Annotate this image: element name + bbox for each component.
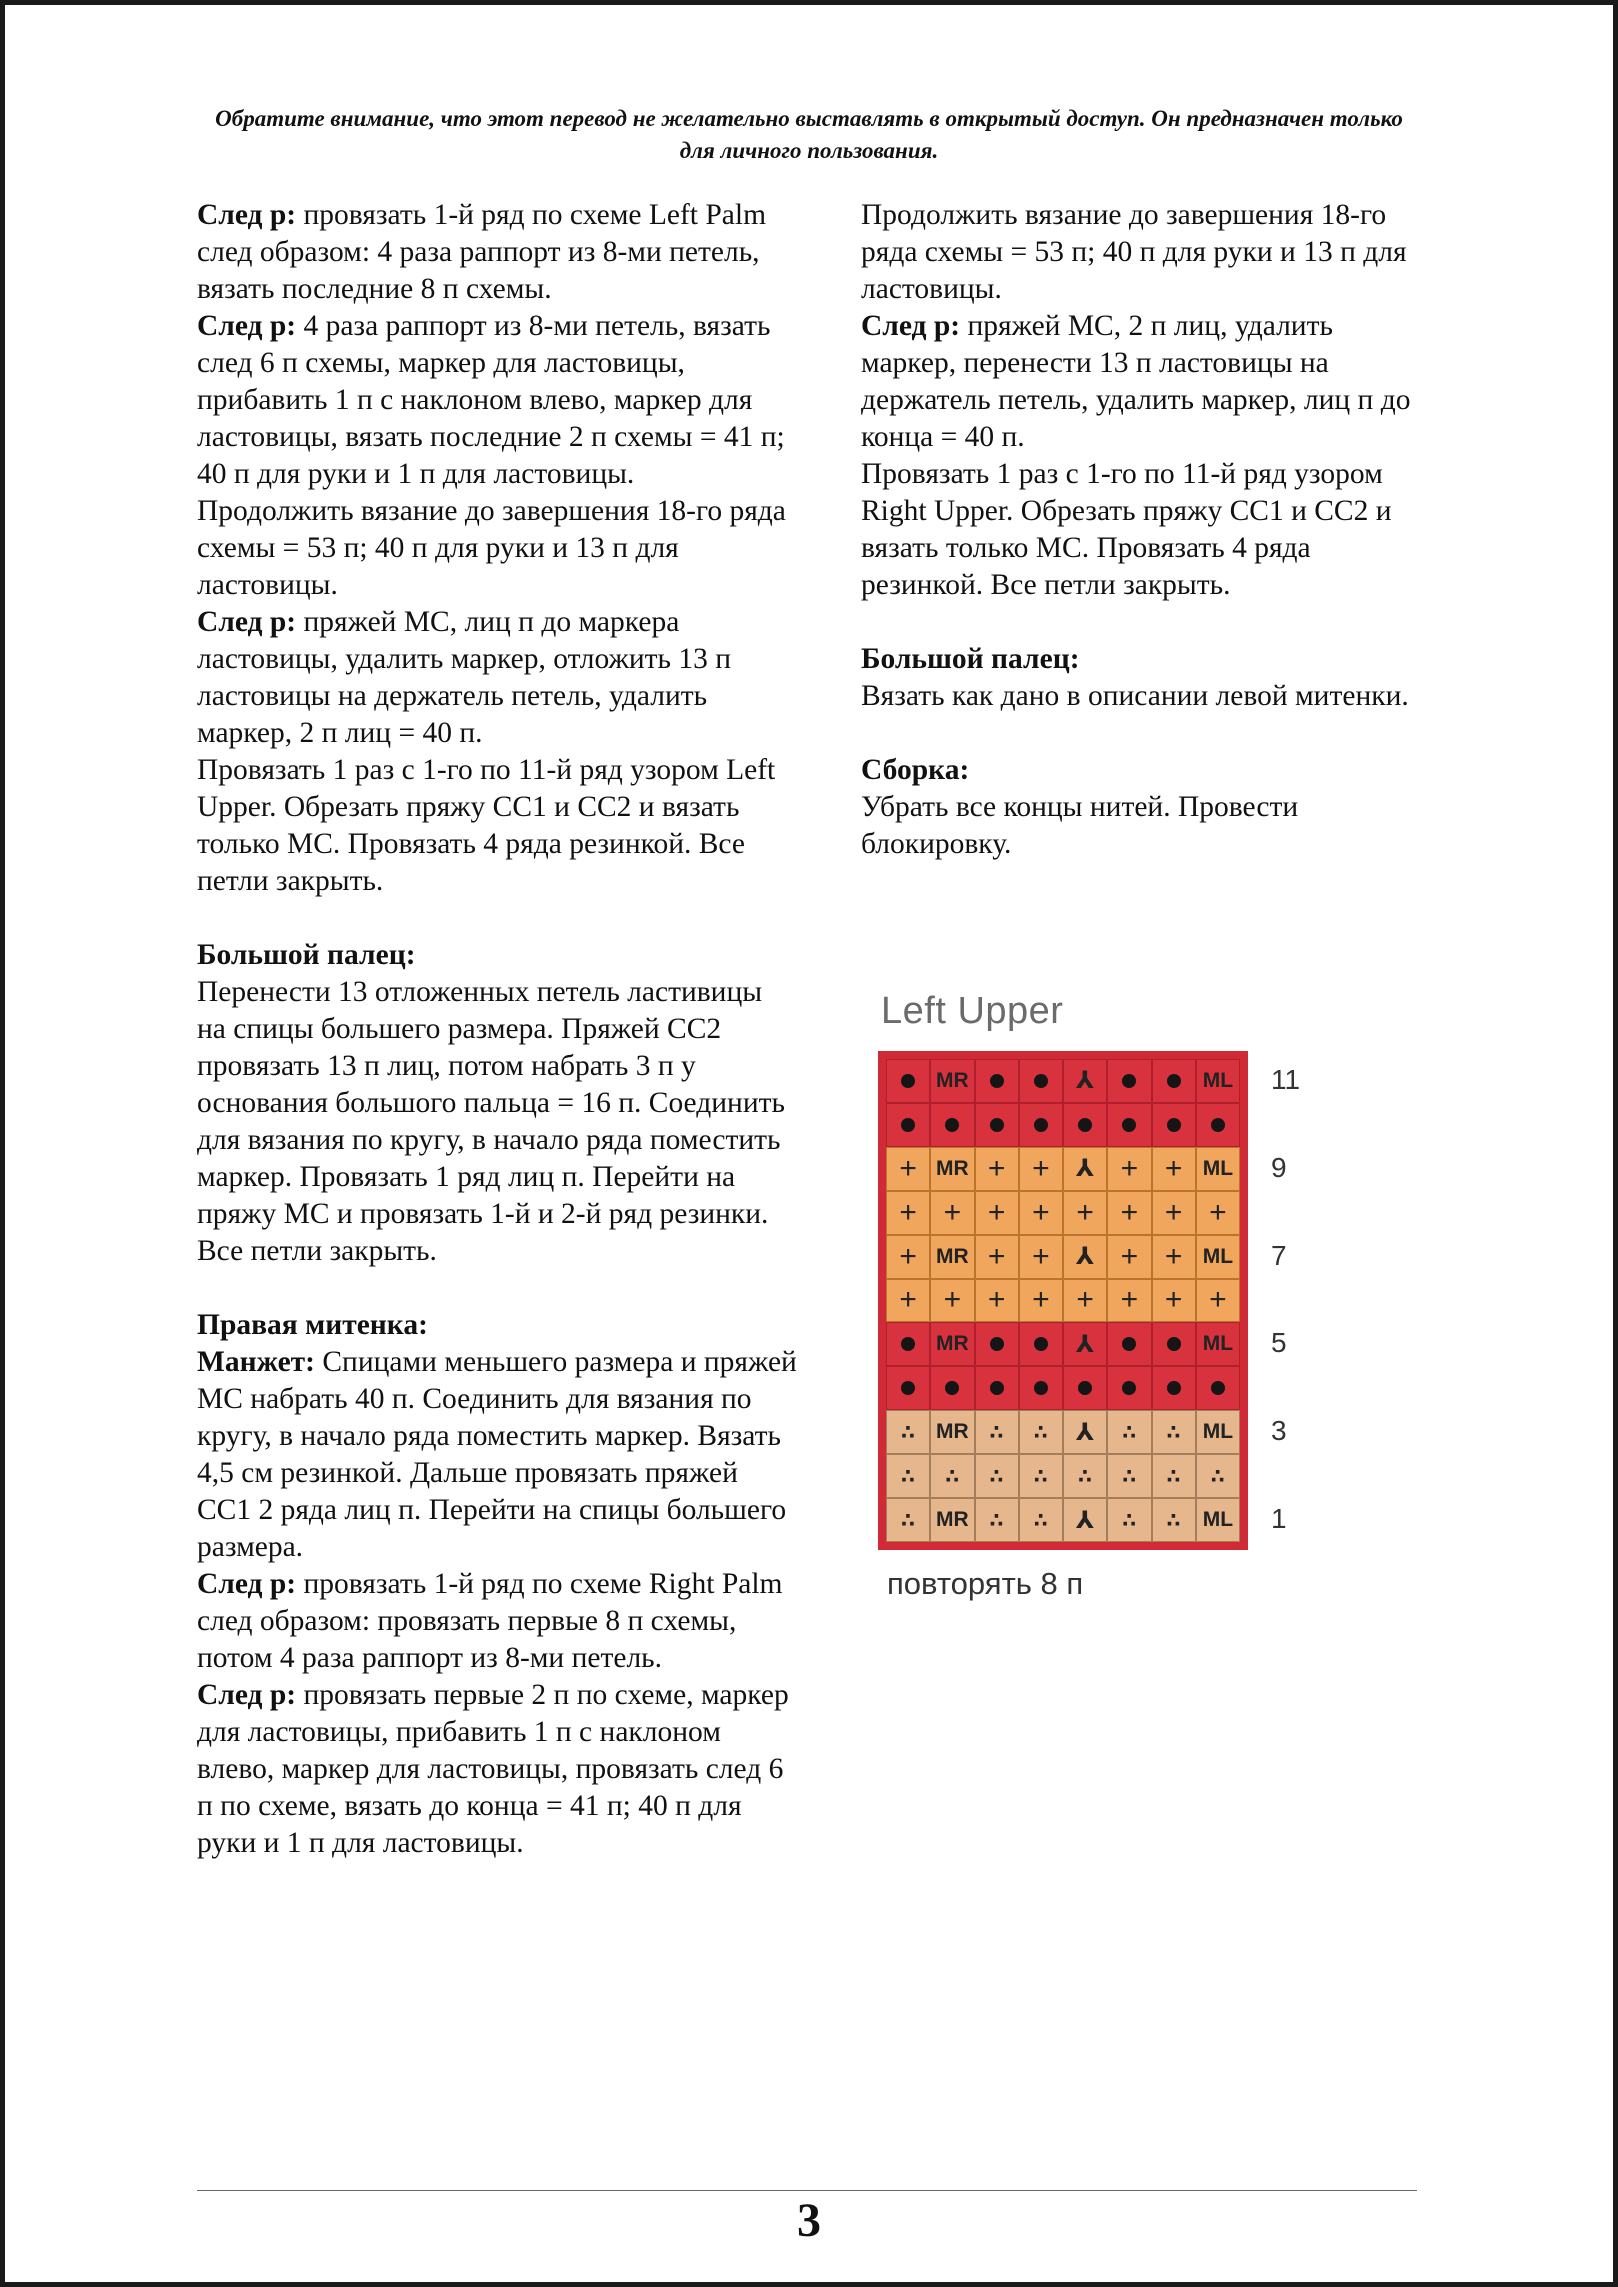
paragraph-text: провязать 1-й ряд по схеме Left Palm след образом: 4 раза раппорт из 8-ми петель, вязать последние 8 п схемы. [197, 199, 767, 305]
paragraph [197, 974, 797, 1270]
stitch-abbrev-ml: ML [1202, 1068, 1234, 1092]
chart-cell [930, 1454, 974, 1498]
paragraph [861, 789, 1431, 863]
chart-cell [886, 1059, 930, 1103]
bold-lead: Сборка: [861, 754, 970, 786]
plus-symbol: + [987, 1283, 1006, 1317]
plus-symbol: + [1209, 1283, 1227, 1317]
purl-dot-symbol [901, 1381, 915, 1395]
chart-cell [1152, 1191, 1196, 1235]
chart-cell [1063, 1454, 1107, 1498]
bold-lead: След р: [197, 310, 297, 342]
paragraph [197, 197, 797, 308]
purl-dot-symbol [1078, 1381, 1092, 1395]
purl-dot-symbol [1167, 1118, 1181, 1132]
chart-cell [886, 1191, 930, 1235]
paragraph [197, 308, 797, 493]
chart-cell [1107, 1498, 1151, 1542]
chart-row-number: 3 [1271, 1415, 1287, 1447]
chart-cell [975, 1410, 1019, 1454]
paragraph-text: Провязать 1 раз с 1-го по 11-й ряд узором Right Upper. Обрезать пряжу СС1 и СС2 и вязать только МС. Провязать 4 ряда резинкой. Все петли закрыть. [861, 458, 1392, 601]
right-text-column [861, 197, 1431, 863]
bold-lead: След р: [197, 199, 297, 231]
purl-dot-symbol [1211, 1118, 1225, 1132]
chart-cell [1152, 1147, 1196, 1191]
chart-cell [1196, 1322, 1240, 1366]
chart-cell [1152, 1059, 1196, 1103]
paragraph-text: Спицами меньшего размера и пряжей МС набрать 40 п. Соединить для вязания по кругу, в начало ряда поместить маркер. Вязать 4,5 см резинкой. Дальше провязать пряжей СС1 2 ряда лиц п. Перейти на спицы большего размера. [197, 1346, 797, 1563]
chart-cell [1019, 1147, 1063, 1191]
left-text-column [197, 197, 797, 1862]
stitch-abbrev-mr: MR [936, 1508, 969, 1532]
plus-symbol: + [1120, 1151, 1139, 1185]
paragraph [197, 937, 797, 974]
plus-symbol: + [1120, 1283, 1139, 1317]
chart-cell [930, 1191, 974, 1235]
chart-cell [1019, 1059, 1063, 1103]
plus-symbol: + [1209, 1195, 1227, 1229]
paragraph [197, 1307, 797, 1344]
stitch-abbrev-mr: MR [936, 1244, 969, 1268]
chart-cell [1063, 1498, 1107, 1542]
purl-dot-symbol [901, 1074, 915, 1088]
chart-cell [1196, 1059, 1240, 1103]
chart-cell [975, 1103, 1019, 1147]
stitch-abbrev-mr: MR [936, 1068, 969, 1092]
plus-symbol: + [1032, 1283, 1050, 1317]
stitch-abbrev-mr: MR [936, 1420, 969, 1444]
purl-dot-symbol [1122, 1337, 1136, 1351]
chart-cell [930, 1103, 974, 1147]
chart-cell [1063, 1059, 1107, 1103]
three-dots-symbol: ∴ [989, 1465, 1004, 1488]
chart-cell [1019, 1454, 1063, 1498]
paragraph [197, 1677, 797, 1862]
purl-dot-symbol [1034, 1381, 1048, 1395]
chart-cell [930, 1279, 974, 1323]
paragraph-text: Вязать как дано в описании левой митенки. [861, 680, 1409, 712]
chart-cell [1063, 1103, 1107, 1147]
chart-cell [1152, 1103, 1196, 1147]
stitch-abbrev-ml: ML [1202, 1332, 1234, 1356]
stitch-abbrev-ml: ML [1202, 1156, 1234, 1180]
chart-cell [1152, 1410, 1196, 1454]
purl-dot-symbol [1078, 1118, 1092, 1132]
plus-symbol: + [987, 1151, 1006, 1185]
stitch-abbrev-ml: ML [1202, 1420, 1234, 1444]
chart-cell [886, 1103, 930, 1147]
purl-dot-symbol [945, 1118, 959, 1132]
chart-cell [1063, 1235, 1107, 1279]
three-dots-symbol: ∴ [945, 1465, 960, 1488]
paragraph [197, 493, 797, 604]
chart-cell [1196, 1103, 1240, 1147]
chart-cell [1152, 1366, 1196, 1410]
purl-dot-symbol [990, 1118, 1004, 1132]
plus-symbol: + [987, 1239, 1006, 1273]
chart-cell [930, 1498, 974, 1542]
chart-cell [930, 1059, 974, 1103]
chart-cell [1196, 1235, 1240, 1279]
chart-cell [1107, 1279, 1151, 1323]
paragraph-text: Продолжить вязание до завершения 18-го ряда схемы = 53 п; 40 п для руки и 13 п для ластовицы. [197, 495, 786, 601]
plus-symbol: + [1076, 1283, 1094, 1317]
purl-dot-symbol [1122, 1118, 1136, 1132]
chart-cell [1196, 1410, 1240, 1454]
chart-row-number: 5 [1271, 1327, 1287, 1359]
stitch-abbrev-ml: ML [1202, 1244, 1234, 1268]
chart-cell [975, 1322, 1019, 1366]
bold-lead: След р: [197, 1679, 297, 1711]
bold-lead: Большой палец: [861, 643, 1080, 675]
three-dots-symbol: ∴ [1033, 1509, 1048, 1532]
chart-cell [1152, 1454, 1196, 1498]
purl-dot-symbol [1167, 1337, 1181, 1351]
paragraph [861, 308, 1431, 456]
chart-cell [930, 1147, 974, 1191]
paragraph-gap [861, 715, 1431, 752]
page-number: 3 [797, 2194, 821, 2247]
paragraph [861, 197, 1431, 308]
three-dots-symbol: ∴ [1033, 1421, 1048, 1444]
chart-cell [1063, 1366, 1107, 1410]
paragraph-text: Провязать 1 раз с 1-го по 11-й ряд узором Left Upper. Обрезать пряжу СС1 и СС2 и вязать только МС. Провязать 4 ряда резинкой. Все петли закрыть. [197, 754, 776, 897]
plus-symbol: + [943, 1195, 962, 1229]
chart-cell [1107, 1322, 1151, 1366]
chart-cell [1019, 1366, 1063, 1410]
chart-cell [1107, 1147, 1151, 1191]
purl-dot-symbol [1034, 1074, 1048, 1088]
stitch-abbrev-mr: MR [936, 1332, 969, 1356]
paragraph [861, 456, 1431, 604]
chart-cell [1019, 1235, 1063, 1279]
purl-dot-symbol [990, 1074, 1004, 1088]
three-dots-symbol: ∴ [901, 1421, 916, 1444]
chart-cell [1152, 1498, 1196, 1542]
bold-lead: Манжет: [197, 1346, 315, 1378]
chart-cell [886, 1498, 930, 1542]
purl-dot-symbol [1034, 1337, 1048, 1351]
chart-cell [975, 1279, 1019, 1323]
chart-cell [1196, 1279, 1240, 1323]
chart-cell [1063, 1322, 1107, 1366]
chart-cell [886, 1235, 930, 1279]
plus-symbol: + [1164, 1151, 1183, 1185]
chart-title: Left Upper [881, 990, 1064, 1032]
left-upper-chart [875, 990, 1305, 1610]
decrease-symbol: ⅄ [1076, 1330, 1095, 1358]
purl-dot-symbol [945, 1381, 959, 1395]
chart-cell [886, 1410, 930, 1454]
chart-cell [975, 1498, 1019, 1542]
bold-lead: След р: [197, 1568, 297, 1600]
purl-dot-symbol [1034, 1118, 1048, 1132]
three-dots-symbol: ∴ [1122, 1509, 1137, 1532]
paragraph-gap [197, 900, 797, 937]
plus-symbol: + [1164, 1239, 1183, 1273]
plus-symbol: + [899, 1151, 917, 1185]
chart-cell [886, 1279, 930, 1323]
chart-cell [1152, 1235, 1196, 1279]
purl-dot-symbol [1167, 1074, 1181, 1088]
decrease-symbol: ⅄ [1076, 1067, 1095, 1095]
chart-cell [1063, 1191, 1107, 1235]
paragraph-text: пряжей МС, лиц п до маркера ластовицы, удалить маркер, отложить 13 п ластовицы на держатель петель, удалить маркер, 2 п лиц = 40 п. [197, 606, 732, 749]
plus-symbol: + [899, 1283, 917, 1317]
stitch-abbrev-mr: MR [936, 1156, 969, 1180]
paragraph [861, 678, 1431, 715]
plus-symbol: + [1164, 1195, 1183, 1229]
paragraph-text: провязать первые 2 п по схеме, маркер для ластовицы, прибавить 1 п с наклоном влево, маркер для ластовицы, провязать след 6 п по схеме, вязать до конца = 41 п; 40 п для руки и 1 п для ластовицы. [197, 1679, 789, 1859]
paragraph-text: 4 раза раппорт из 8-ми петель, вязать след 6 п схемы, маркер для ластовицы, прибавить 1 п с наклоном влево, маркер для ластовицы, вязать последние 2 п схемы = 41 п; 40 п для руки и 1 п для ластовицы. [197, 310, 785, 490]
paragraph [197, 752, 797, 900]
paragraph [197, 1566, 797, 1677]
chart-cell [1107, 1410, 1151, 1454]
chart-cell [1107, 1059, 1151, 1103]
chart-cell [1063, 1279, 1107, 1323]
decrease-symbol: ⅄ [1076, 1418, 1095, 1446]
usage-notice: Обратите внимание, что этот перевод не желательно выставлять в открытый доступ. Он предназначен только для личного пользования. [215, 106, 1403, 163]
chart-cell [1152, 1322, 1196, 1366]
plus-symbol: + [1120, 1195, 1139, 1229]
paragraph [197, 1344, 797, 1566]
stitch-abbrev-ml: ML [1202, 1508, 1234, 1532]
chart-cell [1196, 1498, 1240, 1542]
chart-cell [1152, 1279, 1196, 1323]
bold-lead: След р: [197, 606, 297, 638]
paragraph-text: Продолжить вязание до завершения 18-го ряда схемы = 53 п; 40 п для руки и 13 п для ластовицы. [861, 199, 1407, 305]
chart-cell [975, 1147, 1019, 1191]
chart-cell [1019, 1191, 1063, 1235]
chart-cell [1063, 1147, 1107, 1191]
paragraph-text: пряжей МС, 2 п лиц, удалить маркер, перенести 13 п ластовицы на держатель петель, удалить маркер, лиц п до конца = 40 п. [861, 310, 1411, 453]
chart-cell [1107, 1454, 1151, 1498]
plus-symbol: + [987, 1195, 1006, 1229]
chart-cell [1019, 1279, 1063, 1323]
three-dots-symbol: ∴ [901, 1465, 916, 1488]
three-dots-symbol: ∴ [1122, 1465, 1137, 1488]
chart-cell [1196, 1454, 1240, 1498]
bold-lead: Правая митенка: [197, 1309, 428, 1341]
paragraph-text: провязать 1-й ряд по схеме Right Palm след образом: провязать первые 8 п схемы, потом 4 раза раппорт из 8-ми петель. [197, 1568, 783, 1674]
three-dots-symbol: ∴ [1210, 1465, 1225, 1488]
bold-lead: Большой палец: [197, 939, 416, 971]
chart-cell [886, 1366, 930, 1410]
plus-symbol: + [1120, 1239, 1139, 1273]
three-dots-symbol: ∴ [1166, 1421, 1181, 1444]
paragraph-text: Убрать все концы нитей. Провести блокировку. [861, 791, 1299, 860]
chart-cell [930, 1410, 974, 1454]
purl-dot-symbol [1211, 1381, 1225, 1395]
chart-cell [886, 1322, 930, 1366]
purl-dot-symbol [1122, 1381, 1136, 1395]
purl-dot-symbol [990, 1337, 1004, 1351]
chart-cell [975, 1454, 1019, 1498]
chart-grid [878, 1051, 1248, 1550]
chart-cell [886, 1147, 930, 1191]
chart-row-number: 1 [1271, 1503, 1287, 1535]
plus-symbol: + [1076, 1195, 1094, 1229]
three-dots-symbol: ∴ [1122, 1421, 1137, 1444]
plus-symbol: + [899, 1195, 917, 1229]
paragraph-gap [197, 1270, 797, 1307]
decrease-symbol: ⅄ [1076, 1155, 1095, 1183]
chart-row-number: 11 [1271, 1063, 1301, 1095]
plus-symbol: + [1032, 1195, 1050, 1229]
chart-cell [1019, 1322, 1063, 1366]
chart-cell [975, 1059, 1019, 1103]
paragraph [861, 641, 1431, 678]
purl-dot-symbol [1167, 1381, 1181, 1395]
chart-cell [1196, 1191, 1240, 1235]
paragraph [197, 604, 797, 752]
plus-symbol: + [1164, 1283, 1183, 1317]
plus-symbol: + [943, 1283, 962, 1317]
chart-row-number: 9 [1271, 1151, 1287, 1183]
paragraph-text: Перенести 13 отложенных петель ластивицы на спицы большего размера. Пряжей СС2 провязать 13 п лиц, потом набрать 3 п у основания большого пальца = 16 п. Соединить для вязания по кругу, в начало ряда поместить маркер. Провязать 1 ряд лиц п. Перейти на пряжу МС и провязать 1-й и 2-й ряд резинки. Все петли закрыть. [197, 976, 785, 1267]
three-dots-symbol: ∴ [1166, 1465, 1181, 1488]
chart-cell [930, 1366, 974, 1410]
three-dots-symbol: ∴ [1078, 1465, 1093, 1488]
chart-cell [1107, 1235, 1151, 1279]
decrease-symbol: ⅄ [1076, 1243, 1095, 1271]
chart-cell [975, 1235, 1019, 1279]
purl-dot-symbol [990, 1381, 1004, 1395]
chart-cell [975, 1366, 1019, 1410]
chart-row-number: 7 [1271, 1239, 1287, 1271]
chart-cell [1019, 1103, 1063, 1147]
chart-cell [1107, 1103, 1151, 1147]
three-dots-symbol: ∴ [901, 1509, 916, 1532]
three-dots-symbol: ∴ [989, 1421, 1004, 1444]
paragraph [861, 752, 1431, 789]
chart-cell [930, 1322, 974, 1366]
three-dots-symbol: ∴ [1166, 1509, 1181, 1532]
chart-caption: повторять 8 п [887, 1566, 1084, 1601]
chart-cell [1063, 1410, 1107, 1454]
three-dots-symbol: ∴ [1033, 1465, 1048, 1488]
purl-dot-symbol [1122, 1074, 1136, 1088]
chart-cell [1107, 1191, 1151, 1235]
purl-dot-symbol [901, 1118, 915, 1132]
bold-lead: След р: [861, 310, 961, 342]
chart-cell [1107, 1366, 1151, 1410]
purl-dot-symbol [901, 1337, 915, 1351]
three-dots-symbol: ∴ [989, 1509, 1004, 1532]
decrease-symbol: ⅄ [1076, 1506, 1095, 1534]
chart-cell [930, 1235, 974, 1279]
plus-symbol: + [899, 1239, 917, 1273]
chart-cell [886, 1454, 930, 1498]
plus-symbol: + [1032, 1151, 1050, 1185]
chart-cell [1019, 1410, 1063, 1454]
plus-symbol: + [1032, 1239, 1050, 1273]
chart-cell [1196, 1147, 1240, 1191]
chart-cell [1196, 1366, 1240, 1410]
footer-divider [197, 2190, 1417, 2191]
paragraph-gap [861, 604, 1431, 641]
chart-cell [1019, 1498, 1063, 1542]
chart-cell [975, 1191, 1019, 1235]
